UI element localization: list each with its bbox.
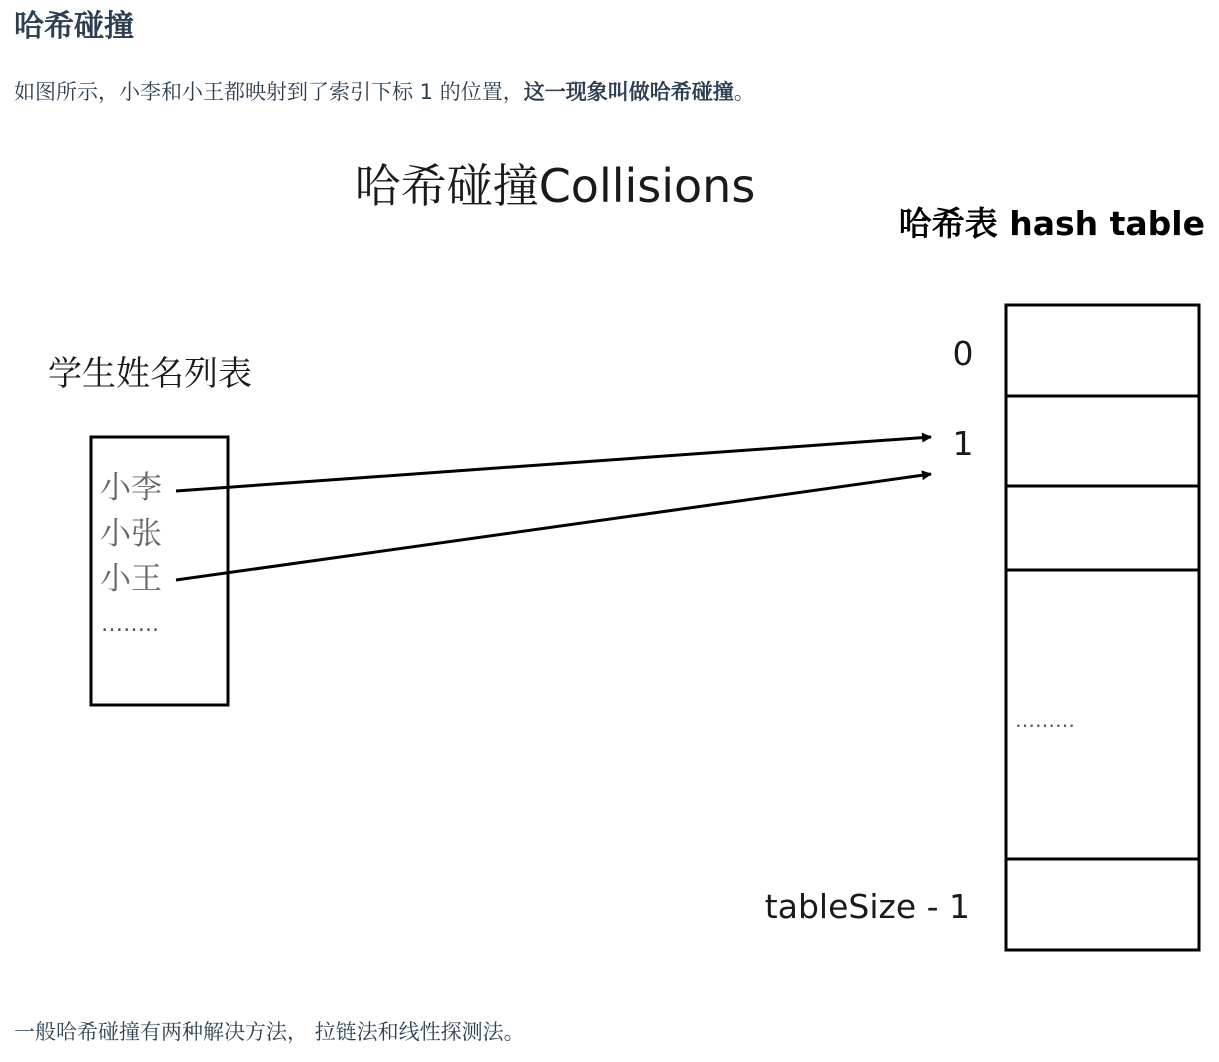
intro-text: 如图所示，小李和小王都映射到了索引下标 1 的位置， bbox=[14, 80, 524, 104]
hash-collision-diagram bbox=[0, 140, 1219, 960]
index-label-1: 1 bbox=[952, 424, 974, 463]
intro-paragraph bbox=[14, 77, 755, 107]
student-name-xiaoli: 小李 bbox=[100, 470, 162, 506]
student-list-ellipsis: …….. bbox=[101, 612, 159, 637]
index-label-last: tableSize - 1 bbox=[764, 887, 970, 926]
hash-table-ellipsis: ……… bbox=[1015, 708, 1075, 732]
intro-text-end: 。 bbox=[733, 80, 755, 104]
hash-collision-figure bbox=[0, 140, 1219, 960]
intro-bold-text: 这一现象叫做哈希碰撞 bbox=[523, 80, 734, 104]
arrow-xiaoli-to-index-1 bbox=[176, 437, 931, 491]
student-list-label: 学生姓名列表 bbox=[48, 354, 252, 394]
student-name-xiaowang: 小王 bbox=[100, 561, 162, 597]
arrow-xiaowang-to-index-1 bbox=[176, 474, 931, 580]
index-label-0: 0 bbox=[952, 334, 974, 373]
hash-table-box bbox=[1006, 305, 1199, 950]
conclusion-paragraph: 一般哈希碰撞有两种解决方法， 拉链法和线性探测法。 bbox=[14, 1020, 525, 1044]
figure-title: 哈希碰撞Collisions bbox=[354, 159, 756, 213]
hash-table-label: 哈希表 hash table bbox=[898, 204, 1205, 243]
section-heading: 哈希碰撞 bbox=[14, 9, 134, 44]
student-name-xiaozhang: 小张 bbox=[100, 516, 162, 552]
